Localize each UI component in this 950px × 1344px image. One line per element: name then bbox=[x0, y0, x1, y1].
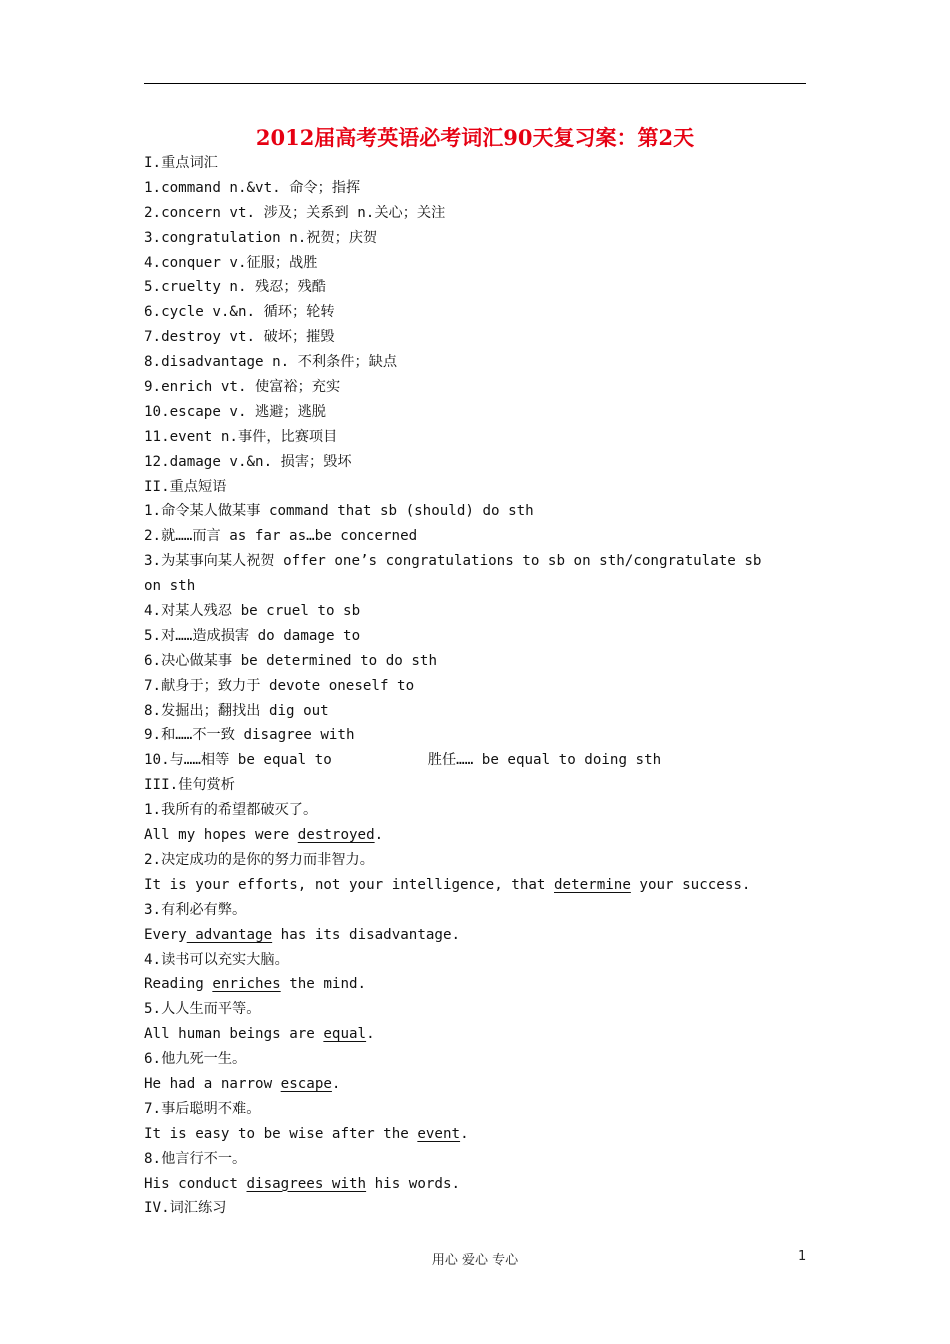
sentence-english bbox=[144, 873, 810, 898]
vocab-item: 5.cruelty n. 残忍；残酷 bbox=[144, 279, 326, 296]
vocab-item: 9.enrich vt. 使富裕；充实 bbox=[144, 379, 341, 396]
keyword: advantage bbox=[186, 926, 273, 943]
phrase-item-continuation: on sth bbox=[144, 578, 196, 595]
header-rule bbox=[144, 83, 806, 84]
sentence-text: Every bbox=[144, 926, 187, 943]
sentence-text: Reading bbox=[144, 976, 213, 993]
sentence-text: . bbox=[366, 1026, 375, 1043]
section-heading-exercises: IV.词汇练习 bbox=[144, 1200, 227, 1217]
vocab-item: 4.conquer v.征服；战胜 bbox=[144, 254, 318, 271]
sentence-text: the mind. bbox=[280, 976, 367, 993]
sentence-chinese: 4.读书可以充实大脑。 bbox=[144, 951, 289, 968]
document-title: 2012届高考英语必考词汇90天复习案：第2天 bbox=[255, 125, 695, 150]
sentence-chinese: 6.他九死一生。 bbox=[144, 1051, 247, 1068]
sentence-chinese: 5.人人生而平等。 bbox=[144, 1001, 261, 1018]
sentence-text: . bbox=[374, 827, 384, 844]
sentence-english bbox=[144, 1022, 810, 1047]
sentence-chinese: 1.我所有的希望都破灭了。 bbox=[144, 802, 318, 819]
phrase-item: 4.对某人残忍 be cruel to sb bbox=[144, 603, 361, 620]
vocab-item: 3.congratulation n.祝贺；庆贺 bbox=[144, 229, 378, 246]
document-body bbox=[144, 151, 810, 1221]
phrase-item: 5.对……造成损害 do damage to bbox=[144, 627, 361, 644]
sentence-text: his words. bbox=[366, 1175, 461, 1192]
sentence-chinese: 8.他言行不一。 bbox=[144, 1150, 247, 1167]
phrase-item bbox=[144, 748, 810, 773]
sentence-text: has its disadvantage. bbox=[272, 926, 461, 943]
section-heading-phrases: II.重点短语 bbox=[144, 478, 227, 495]
sentence-text: . bbox=[460, 1125, 469, 1142]
section-heading-vocabulary: I.重点词汇 bbox=[144, 155, 218, 171]
vocab-item: 10.escape v. 逃避；逃脱 bbox=[144, 403, 326, 420]
keyword: enriches bbox=[212, 976, 281, 993]
sentence-english bbox=[144, 1122, 810, 1147]
sentence-english bbox=[144, 923, 810, 948]
phrase-item-part: 胜任…… be equal to doing sth bbox=[427, 752, 662, 769]
sentence-english bbox=[144, 1172, 810, 1197]
vocab-item: 8.disadvantage n. 不利条件；缺点 bbox=[144, 354, 398, 371]
sentence-text: It is your efforts, not your intelligence, that bbox=[144, 876, 554, 893]
sentence-english bbox=[144, 823, 810, 848]
footer-motto: 用心 爱心 专心 bbox=[431, 1253, 519, 1268]
sentence-text: All my hopes were bbox=[144, 827, 298, 844]
page-number: 1 bbox=[798, 1249, 807, 1264]
vocab-item: 12.damage v.&n. 损害；毁坏 bbox=[144, 453, 352, 470]
phrase-item: 8.发掘出；翻找出 dig out bbox=[144, 702, 329, 719]
phrase-item: 7.献身于；致力于 devote oneself to bbox=[144, 677, 415, 694]
phrase-item: 3.为某事向某人祝贺 offer one’s congratulations to sb on sth/congratulate sb bbox=[144, 553, 762, 570]
phrase-item: 2.就……而言 as far as…be concerned bbox=[144, 528, 418, 545]
sentence-english bbox=[144, 1072, 810, 1097]
sentence-chinese: 7.事后聪明不难。 bbox=[144, 1100, 261, 1117]
sentence-text: . bbox=[331, 1075, 341, 1092]
phrase-item: 9.和……不一致 disagree with bbox=[144, 727, 355, 744]
phrase-item: 6.决心做某事 be determined to do sth bbox=[144, 652, 438, 669]
keyword: determine bbox=[554, 876, 631, 893]
sentence-text: your success. bbox=[630, 876, 751, 893]
keyword: event bbox=[417, 1125, 461, 1142]
keyword: disagrees with bbox=[246, 1175, 367, 1192]
sentence-chinese: 3.有利必有弊。 bbox=[144, 901, 247, 918]
vocab-item: 6.cycle v.&n. 循环；轮转 bbox=[144, 304, 335, 321]
sentence-chinese: 2.决定成功的是你的努力而非智力。 bbox=[144, 851, 374, 868]
sentence-english bbox=[144, 972, 810, 997]
phrase-item-part: 10.与……相等 be equal to bbox=[144, 752, 332, 769]
vocab-item: 7.destroy vt. 破坏；摧毁 bbox=[144, 329, 335, 346]
phrase-item: 1.命令某人做某事 command that sb (should) do sth bbox=[144, 503, 534, 520]
vocab-item: 2.concern vt. 涉及；关系到 n.关心；关注 bbox=[144, 204, 446, 221]
keyword: destroyed bbox=[297, 827, 375, 844]
section-heading-sentences: III.佳句赏析 bbox=[144, 777, 235, 794]
sentence-text: His conduct bbox=[144, 1175, 247, 1192]
sentence-text: He had a narrow bbox=[144, 1075, 281, 1092]
keyword: equal bbox=[323, 1026, 367, 1043]
vocab-item: 11.event n.事件，比赛项目 bbox=[144, 428, 338, 445]
keyword: escape bbox=[280, 1075, 332, 1092]
vocab-item: 1.command n.&vt. 命令；指挥 bbox=[144, 179, 361, 196]
sentence-text: All human beings are bbox=[144, 1026, 324, 1043]
sentence-text: It is easy to be wise after the bbox=[144, 1125, 418, 1142]
